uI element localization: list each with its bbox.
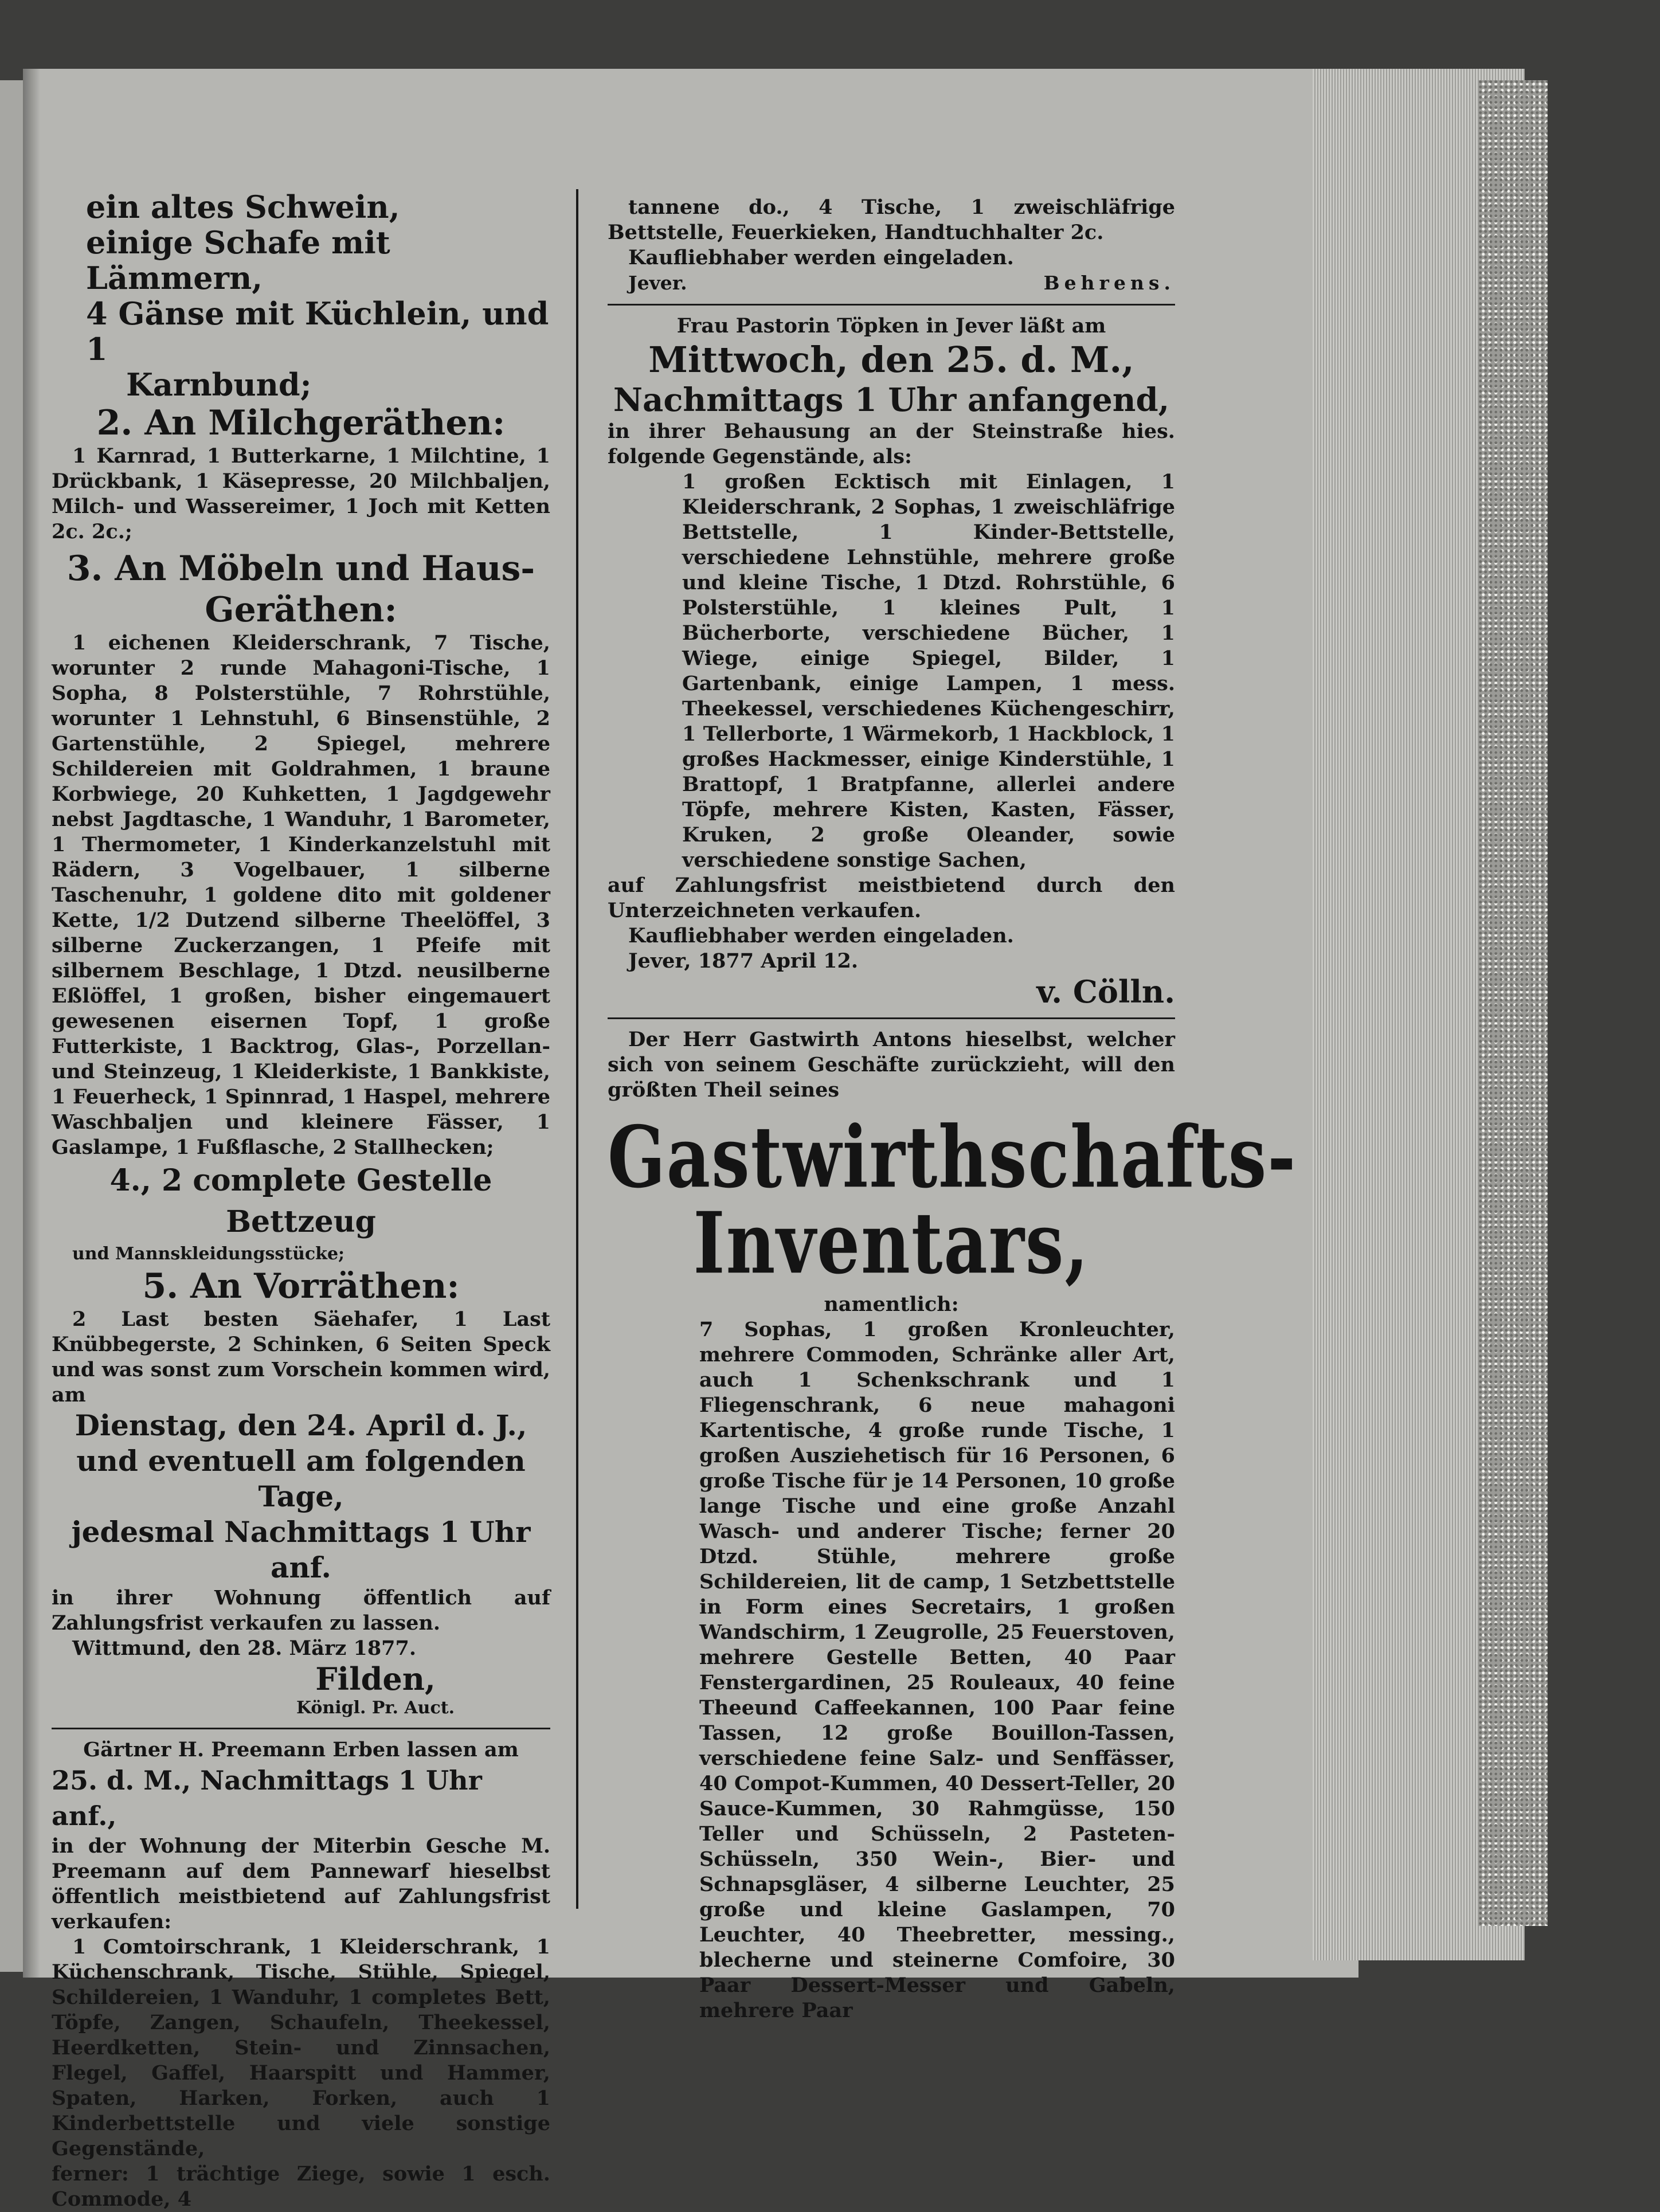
spine-shadow [23,69,40,1978]
signer-title: Königl. Pr. Auct. [296,1698,455,1718]
signer-name: Filden, [315,1661,436,1697]
auction-date-line-2: und eventuell am folgenden Tage, [76,1444,526,1513]
top-line-4: Karnbund; [126,366,312,403]
ad2-items: 1 Comtoirschrank, 1 Kleiderschrank, 1 Küchenschrank, Tische, Stühle, Spiegel, Schildereien, 1 Wanduhr, 1 completes Bett, Töpfe, Zangen, Schaufeln, Theekessel, Heerdketten, Stein- und Zinnsachen, Flegel, Gaffel, Haarspitt und Hammer, Spaten, Harken, Forken, auch 1 Kinderbettstelle und viele sonstige Gegenstände, [52,1935,550,2160]
ad2-intro: Gärtner H. Preemann Erben lassen am [83,1738,519,1761]
auction-date-line-3: jedesmal Nachmittags 1 Uhr anf. [71,1515,531,1584]
ad3-sale: auf Zahlungsfrist meistbietend durch den Unterzeichneten verkaufen. [608,874,1175,922]
ad2-text: in der Wohnung der Miterbin Gesche M. Preemann auf dem Pannewarf hieselbst öffentlich meistbietend auf Zahlungsfrist verkaufen: [52,1834,550,1933]
column-rule [576,189,578,1909]
divider [608,304,1175,306]
ad3-text: in ihrer Behausung an der Steinstraße hies. folgende Gegenstände, als: [608,420,1175,468]
continued-footer [608,271,1175,296]
auction-date-line-1: Dienstag, den 24. April d. J., [75,1408,527,1442]
place-date: Wittmund, den 28. März 1877. [72,1637,417,1660]
continued-invite: Kaufliebhaber werden eingeladen. [628,246,1014,269]
top-line-3: 4 Gänse mit Küchlein, und 1 [86,295,549,367]
section-3-heading: 3. An Möbeln und Haus-Geräthen: [66,549,535,630]
section-5-text: 2 Last besten Säehafer, 1 Last Knübbegerste, 2 Schinken, 6 Seiten Speck und was sonst zum Vorschein kommen wird, am [52,1307,550,1407]
ad3-signer: v. Cölln. [1036,973,1175,1010]
section-2-heading: 2. An Milchgeräthen: [96,403,506,443]
ad4-headline-2: Inventars, [693,1193,1090,1293]
ad3-items: 1 großen Ecktisch mit Einlagen, 1 Kleiderschrank, 2 Sophas, 1 zweischläfrige Bettstelle, 1 Kinder-Bettstelle, verschiedene Lehnstühle, mehrere große und kleine Tische, 1 Dtzd. Rohrstühle, 6 Polsterstühle, 1 kleines Pult, 1 Bücherborte, verschiedene Bücher, 1 Wiege, einige Spiegel, Bilder, 1 Gartenbank, einige Lampen, 1 mess. Theekessel, verschiedenes Küchengeschirr, 1 Tellerborte, 1 Wärmekorb, 1 Hackblock, 1 großes Hackmesser, einige Kinderstühle, 1 Brattopf, 1 Bratpfanne, allerlei andere Töpfe, mehrere Kisten, Kasten, Fässer, Kruken, 2 große Oleander, sowie verschiedene sonstige Sachen, [682,470,1175,872]
continued-signer: Behrens. [1043,272,1175,294]
ad4-items: 7 Sophas, 1 großen Kronleuchter, mehrere Commoden, Schränke aller Art, auch 1 Schenkschrank und 1 Fliegenschrank, 6 neue mahagoni Kartentische, 4 große runde Tische, 1 großen Ausziehetisch für 16 Personen, 6 große Tische für je 14 Personen, 10 große lange Tische und eine große Anzahl Wasch- und anderer Tische; ferner 20 Dtzd. Stühle, mehrere große Schildereien, lit de camp, 1 Setzbettstelle in Form eines Secretairs, 1 großen Wandschirm, 1 Zeugrolle, 25 Feuerstoven, mehrere Gestelle Betten, 40 Paar Fenstergardinen, 25 Rouleaux, 40 feine Theeund Caffeekannen, 100 Paar feine Tassen, 12 große Bouillon-Tassen, verschiedene feine Salz- und Senffässer, 40 Compot-Kummen, 40 Dessert-Teller, 20 Sauce-Kummen, 30 Rahmgüsse, 150 Teller und Schüsseln, 2 Pasteten-Schüsseln, 350 Wein-, Bier- und Schnapsgläser, 4 silberne Leuchter, 25 große und kleine Gaslampen, 70 Leuchter, 40 Theebretter, messing., blecherne und steinerne Comfoire, 30 Paar Dessert-Messer und Gabeln, mehrere Paar [699,1318,1175,2022]
top-line-1: ein altes Schwein, [86,189,400,225]
continued-text: tannene do., 4 Tische, 1 zweischläfrige Bettstelle, Feuerkieken, Handtuchhalter 2c. [608,195,1175,244]
section-5-heading: 5. An Vorräthen: [142,1266,460,1306]
divider [52,1728,550,1729]
auction-text: in ihrer Wohnung öffentlich auf Zahlungsfrist verkaufen zu lassen. [52,1586,550,1635]
section-4-heading: 4., 2 complete Gestelle Bettzeug [109,1163,492,1239]
right-column [608,195,1297,2023]
ad3-place: Jever, 1877 April 12. [628,949,859,973]
divider [608,1017,1175,1019]
left-column [52,189,550,2212]
ad4-namely: namentlich: [824,1293,959,1316]
top-line-2: einige Schafe mit Lämmern, [86,224,390,296]
ad3-invite: Kaufliebhaber werden eingeladen. [628,924,1014,948]
section-4-subtext: und Mannskleidungsstücke; [72,1244,345,1264]
ad2-last-line: ferner: 1 trächtige Ziege, sowie 1 esch. Commode, 4 [52,2162,550,2211]
ad3-intro: Frau Pastorin Töpken in Jever läßt am [676,314,1106,338]
ad4-headline-1: Gastwirthschafts- [608,1107,1297,1207]
continued-place: Jever. [628,272,687,294]
ad3-date-line-2: Nachmittags 1 Uhr anfangend, [613,381,1170,419]
ad4-intro: Der Herr Gastwirth Antons hieselbst, welcher sich von seinem Geschäfte zurückzieht, will den größten Theil seines [608,1028,1175,1102]
ad2-date: 25. d. M., Nachmittags 1 Uhr anf., [52,1765,482,1831]
section-2-text: 1 Karnrad, 1 Butterkarne, 1 Milchtine, 1 Drückbank, 1 Käsepresse, 20 Milchbaljen, Milch- und Wassereimer, 1 Joch mit Ketten 2c. 2c.; [52,444,550,543]
ad3-date-line-1: Mittwoch, den 25. d. M., [648,339,1134,381]
book-cover-edge [1479,80,1548,1926]
section-3-text: 1 eichenen Kleiderschrank, 7 Tische, worunter 2 runde Mahagoni-Tische, 1 Sopha, 8 Polsterstühle, 7 Rohrstühle, worunter 1 Lehnstuhl, 6 Binsenstühle, 2 Gartenstühle, 2 Spiegel, mehrere Schildereien mit Goldrahmen, 1 braune Korbwiege, 20 Kuhketten, 1 Jagdgewehr nebst Jagdtasche, 1 Wanduhr, 1 Barometer, 1 Thermometer, 1 Kinderkanzelstuhl mit Rädern, 3 Vogelbauer, 1 silberne Taschenuhr, 1 goldene dito mit goldener Kette, 1/2 Dutzend silberne Theelöffel, 3 silberne Zuckerzangen, 1 Pfeife mit silbernem Beschlage, 1 Dtzd. neusilberne Eßlöffel, 1 großen, bisher eingemauert gewesenen eisernen Topf, 1 große Futterkiste, 1 Backtrog, Glas-, Porzellan- und Steinzeug, 1 Kleiderkiste, 1 Bankkiste, 1 Feuerheck, 1 Spinnrad, 1 Haspel, mehrere Waschbaljen und kleinere Fässer, 1 Gaslampe, 1 Fußflasche, 2 Stallhecken; [52,631,550,1159]
